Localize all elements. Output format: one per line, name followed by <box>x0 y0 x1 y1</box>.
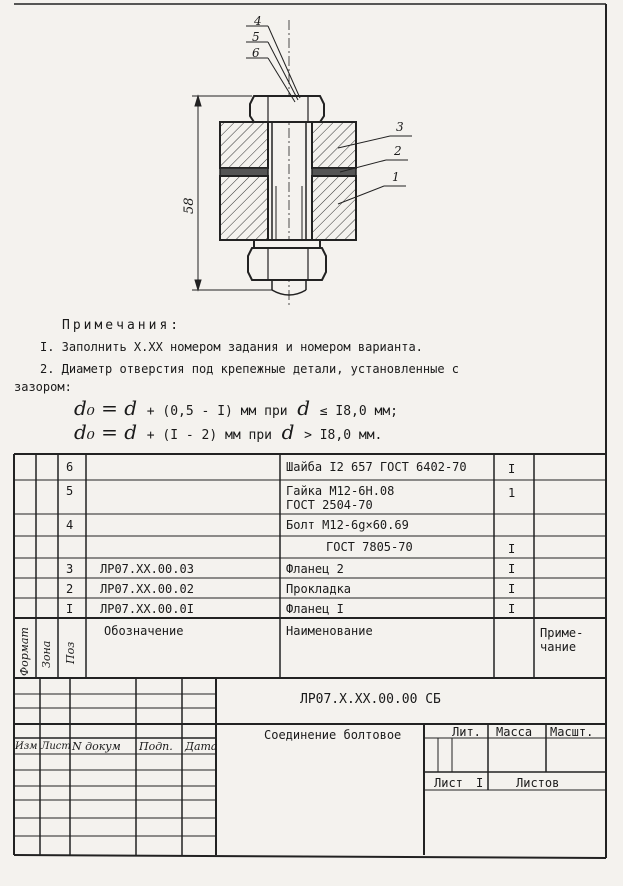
formula-1 <box>74 396 398 420</box>
row-pos: 6 <box>66 460 74 474</box>
scale-label: Масшт. <box>550 725 594 739</box>
header-pos: Поз <box>64 641 77 664</box>
row-qty: I <box>508 562 516 576</box>
flange-upper <box>220 122 356 168</box>
formula-2-rest: + (I - 2) мм при <box>146 428 272 443</box>
row-designation: ЛР07.XX.00.0I <box>100 602 194 616</box>
row-name: Фланец 2 <box>286 562 344 576</box>
header-format: Формат <box>18 627 31 676</box>
header-note-2: чание <box>540 640 577 654</box>
row-name: ГОСТ 2504-70 <box>286 498 373 512</box>
formula-1-var: d <box>297 396 311 420</box>
formula-2-cond: > I8,0 мм. <box>304 428 383 443</box>
row-name: Шайба I2 657 ГОСТ 6402-70 <box>286 460 467 474</box>
row-name: Болт М12-6g×60.69 <box>286 518 409 532</box>
row-pos: 4 <box>66 518 74 532</box>
header-designation: Обозначение <box>104 624 184 638</box>
callout-1: 1 <box>392 170 400 184</box>
callout-2: 2 <box>394 144 402 158</box>
formula-1-cond: ≤ I8,0 мм; <box>319 404 399 419</box>
header-name: Наименование <box>286 624 373 638</box>
col-ndoc: N докум <box>72 740 121 753</box>
doc-title: Соединение болтовое <box>264 728 402 742</box>
row-name: ГОСТ 7805-70 <box>326 540 413 554</box>
formula-1-rest: + (0,5 - I) мм при <box>146 404 288 419</box>
row-designation: ЛР07.XX.00.02 <box>100 582 194 596</box>
flange-lower <box>220 176 356 240</box>
formula-2-var: d <box>281 420 295 444</box>
formula-1-lhs: d₀ = d <box>74 396 138 420</box>
formula-2 <box>74 420 382 444</box>
formula-2-lhs: d₀ = d <box>74 420 138 444</box>
sheet-number: I <box>476 776 484 790</box>
row-name: Прокладка <box>286 582 352 596</box>
callout-4: 4 <box>254 14 262 28</box>
col-izm: Изм <box>15 741 38 752</box>
row-qty: I <box>508 542 516 556</box>
row-pos: 5 <box>66 484 74 498</box>
col-data: Дата <box>185 740 218 753</box>
note-2: 2. Диаметр отверстия под крепежные детали, установленные с <box>40 362 460 376</box>
bolt-head <box>250 96 324 122</box>
washer-nut <box>248 240 326 280</box>
col-podp: Подп. <box>139 740 173 753</box>
row-name: Гайка М12-6Н.08 <box>286 484 395 498</box>
row-pos: I <box>66 602 74 616</box>
header-note-1: Приме- <box>540 626 584 640</box>
sheet-label: Лист <box>434 776 463 790</box>
row-qty: 1 <box>508 486 516 500</box>
sheets-label: Листов <box>516 776 560 790</box>
row-name: Фланец I <box>286 602 344 616</box>
dimension-58: 58 <box>182 197 197 214</box>
callout-6: 6 <box>252 46 260 60</box>
note-1: I. Заполнить Х.ХХ номером задания и номером варианта. <box>40 340 423 354</box>
lit-label: Лит. <box>452 725 481 739</box>
callout-5: 5 <box>252 30 260 44</box>
callout-3: 3 <box>396 120 404 134</box>
gasket <box>220 168 356 176</box>
mass-label: Масса <box>496 725 533 739</box>
notes-heading: Примечания: <box>62 318 182 333</box>
header-zone: Зона <box>40 640 53 668</box>
row-pos: 2 <box>66 582 74 596</box>
row-qty: I <box>508 602 516 616</box>
row-pos: 3 <box>66 562 74 576</box>
row-qty: I <box>508 582 516 596</box>
note-2-cont: зазором: <box>14 380 72 394</box>
doc-code: ЛР07.Х.ХХ.00.00 СБ <box>300 692 441 707</box>
row-qty: I <box>508 462 516 476</box>
col-list: Лист <box>41 741 71 752</box>
row-designation: ЛР07.XX.00.03 <box>100 562 194 576</box>
